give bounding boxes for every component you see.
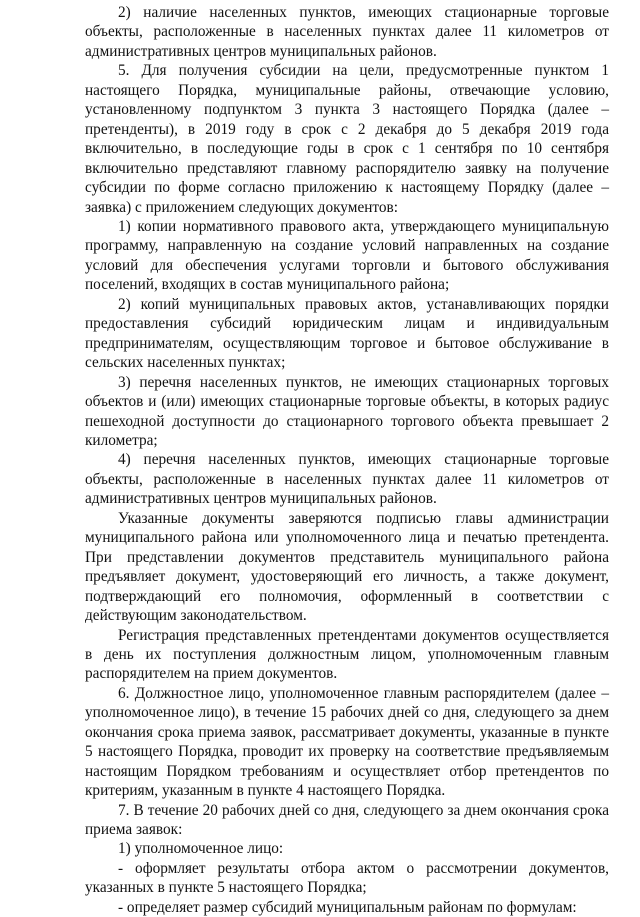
document-body (85, 3, 609, 917)
paragraph-section-5: 5. Для получения субсидии на цели, предусмотренные пунктом 1 настоящего Порядка, муниципальные районы, отвечающие условию, установленному подпунктом 3 пункта 3 настоящего Порядка (далее – претенденты), в 2019 году в срок с 2 декабря до 5 декабря 2019 года включительно, в последующие годы в срок с 1 сентября по 10 сентября включительно представляют главному распорядителю заявку на получение субсидии по форме согласно приложению к настоящему Порядку (далее – заявка) с приложением следующих документов: (85, 62, 609, 216)
paragraph-registration: Регистрация представленных претендентами документов осуществляется в день их поступления должностным лицом, уполномоченным главным распорядителем на прием документов. (85, 626, 609, 683)
paragraph-selection-act: - оформляет результаты отбора актом о рассмотрении документов, указанных в пункте 5 настоящего Порядка; (85, 859, 609, 897)
paragraph-authorized-person: 1) уполномоченное лицо: (118, 840, 284, 858)
paragraph-subsidy-formula: - определяет размер субсидий муниципальным районам по формулам: (118, 898, 577, 916)
paragraph-document-3: 3) перечня населенных пунктов, не имеющих стационарных торговых объектов и (или) имеющих стационарные торговые объекты, в которых радиус пешеходной доступности до стационарного торгового объекта превышает 2 километра; (85, 373, 609, 449)
paragraph-document-2: 2) копий муниципальных правовых актов, устанавливающих порядки предоставления субсидий юридическим лицам и индивидуальным предпринимателям, осуществляющим торговое и бытовое обслуживание в сельских населенных пунктах; (85, 295, 609, 372)
paragraph-section-6: 6. Должностное лицо, уполномоченное главным распорядителем (далее – уполномоченное лицо), в течение 15 рабочих дней со дня, следующего за днем окончания срока приема заявок, рассматривает документы, указанные в пункте 5 настоящего Порядка, проводит их проверку на соответствие предъявляемым настоящим Порядком требованиям и осуществляет отбор претендентов по критериям, указанным в пункте 4 настоящего Порядка. (85, 684, 609, 800)
paragraph-document-4: 4) перечня населенных пунктов, имеющих стационарные торговые объекты, расположенные в населенных пунктах далее 11 километров от административных центров муниципальных районов. (85, 451, 609, 508)
paragraph-criterion-2: 2) наличие населенных пунктов, имеющих стационарные торговые объекты, расположенные в населенных пунктах далее 11 километров от административных центров муниципальных районов. (85, 4, 609, 60)
paragraph-certification: Указанные документы заверяются подписью главы администрации муниципального района или уполномоченного лица и печатью претендента. При представлении документов представитель муниципального района предъявляет документ, удостоверяющий его личность, а также документ, подтверждающий его полномочия, оформленный в соответствии с действующим законодательством. (85, 509, 609, 625)
paragraph-section-7: 7. В течение 20 рабочих дней со дня, следующего за днем окончания срока приема заявок: (85, 801, 609, 839)
paragraph-document-1: 1) копии нормативного правового акта, утверждающего муниципальную программу, направленную на создание условий направленных на создание условий для обеспечения услугами торговли и бытового обслуживания поселений, входящих в состав муниципального района; (85, 217, 609, 294)
